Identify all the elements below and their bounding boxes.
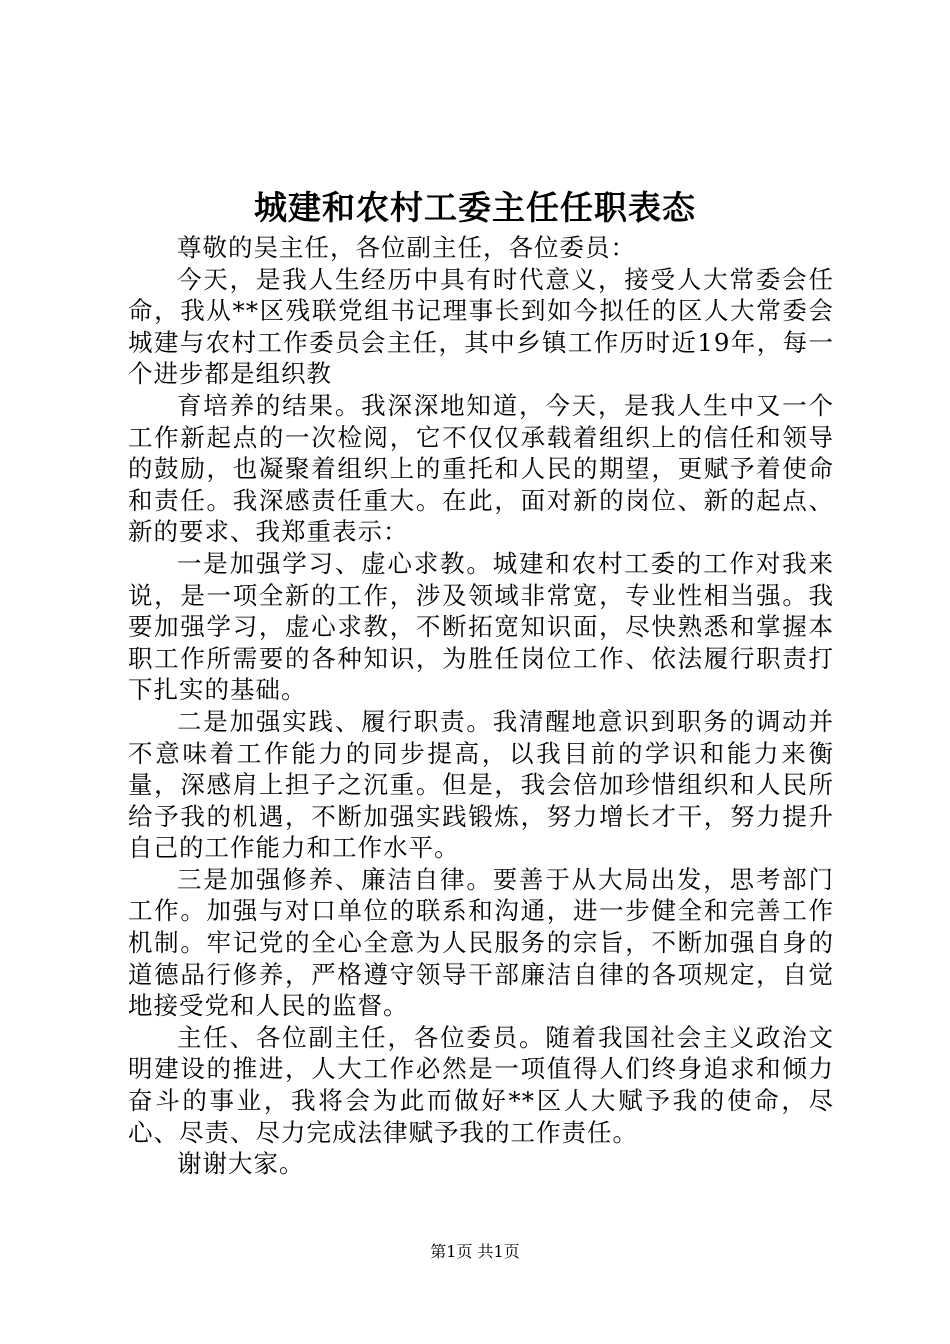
body-paragraph: 一是加强学习、虚心求教。城建和农村工委的工作对我来说，是一项全新的工作，涉及领域非常宽，专业性相当强。我要加强学习，虚心求教，不断拓宽知识面，尽快熟悉和掌握本职工作所需要的各种知识，为胜任岗位工作、依法履行职责打下扎实的基础。 bbox=[128, 548, 834, 705]
closing-paragraph: 谢谢大家。 bbox=[177, 1149, 305, 1179]
page-footer: 第1页 共1页 bbox=[430, 1242, 520, 1261]
document-body bbox=[128, 232, 834, 1180]
salutation-paragraph: 尊敬的吴主任，各位副主任，各位委员： bbox=[177, 233, 636, 262]
body-paragraph: 三是加强修养、廉洁自律。要善于从大局出发，思考部门工作。加强与对口单位的联系和沟通，进一步健全和完善工作机制。牢记党的全心全意为人民服务的宗旨，不断加强自身的道德品行修养，严格遵守领导干部廉洁自律的各项规定，自觉地接受党和人民的监督。 bbox=[128, 864, 834, 1021]
body-paragraph: 二是加强实践、履行职责。我清醒地意识到职务的调动并不意味着工作能力的同步提高，以我目前的学识和能力来衡量，深感肩上担子之沉重。但是，我会倍加珍惜组织和人民所给予我的机遇，不断加强实践锻炼，努力增长才干，努力提升自己的工作能力和工作水平。 bbox=[128, 706, 834, 863]
document-title: 城建和农村工委主任任职表态 bbox=[254, 188, 696, 227]
body-paragraph: 育培养的结果。我深深地知道，今天，是我人生中又一个工作新起点的一次检阅，它不仅仅承载着组织上的信任和领导的鼓励，也凝聚着组织上的重托和人民的期望，更赋予着使命和责任。我深感责任重大。在此，面对新的岗位、新的起点、新的要求、我郑重表示： bbox=[128, 390, 834, 547]
body-paragraph: 今天，是我人生经历中具有时代意义，接受人大常委会任命，我从**区残联党组书记理事长到如今拟任的区人大常委会城建与农村工作委员会主任，其中乡镇工作历时近19年，每一个进步都是组织教 bbox=[128, 264, 834, 389]
body-paragraph: 主任、各位副主任，各位委员。随着我国社会主义政治文明建设的推进，人大工作必然是一项值得人们终身追求和倾力奋斗的事业，我将会为此而做好**区人大赋予我的使命，尽心、尽责、尽力完成法律赋予我的工作责任。 bbox=[128, 1022, 834, 1147]
